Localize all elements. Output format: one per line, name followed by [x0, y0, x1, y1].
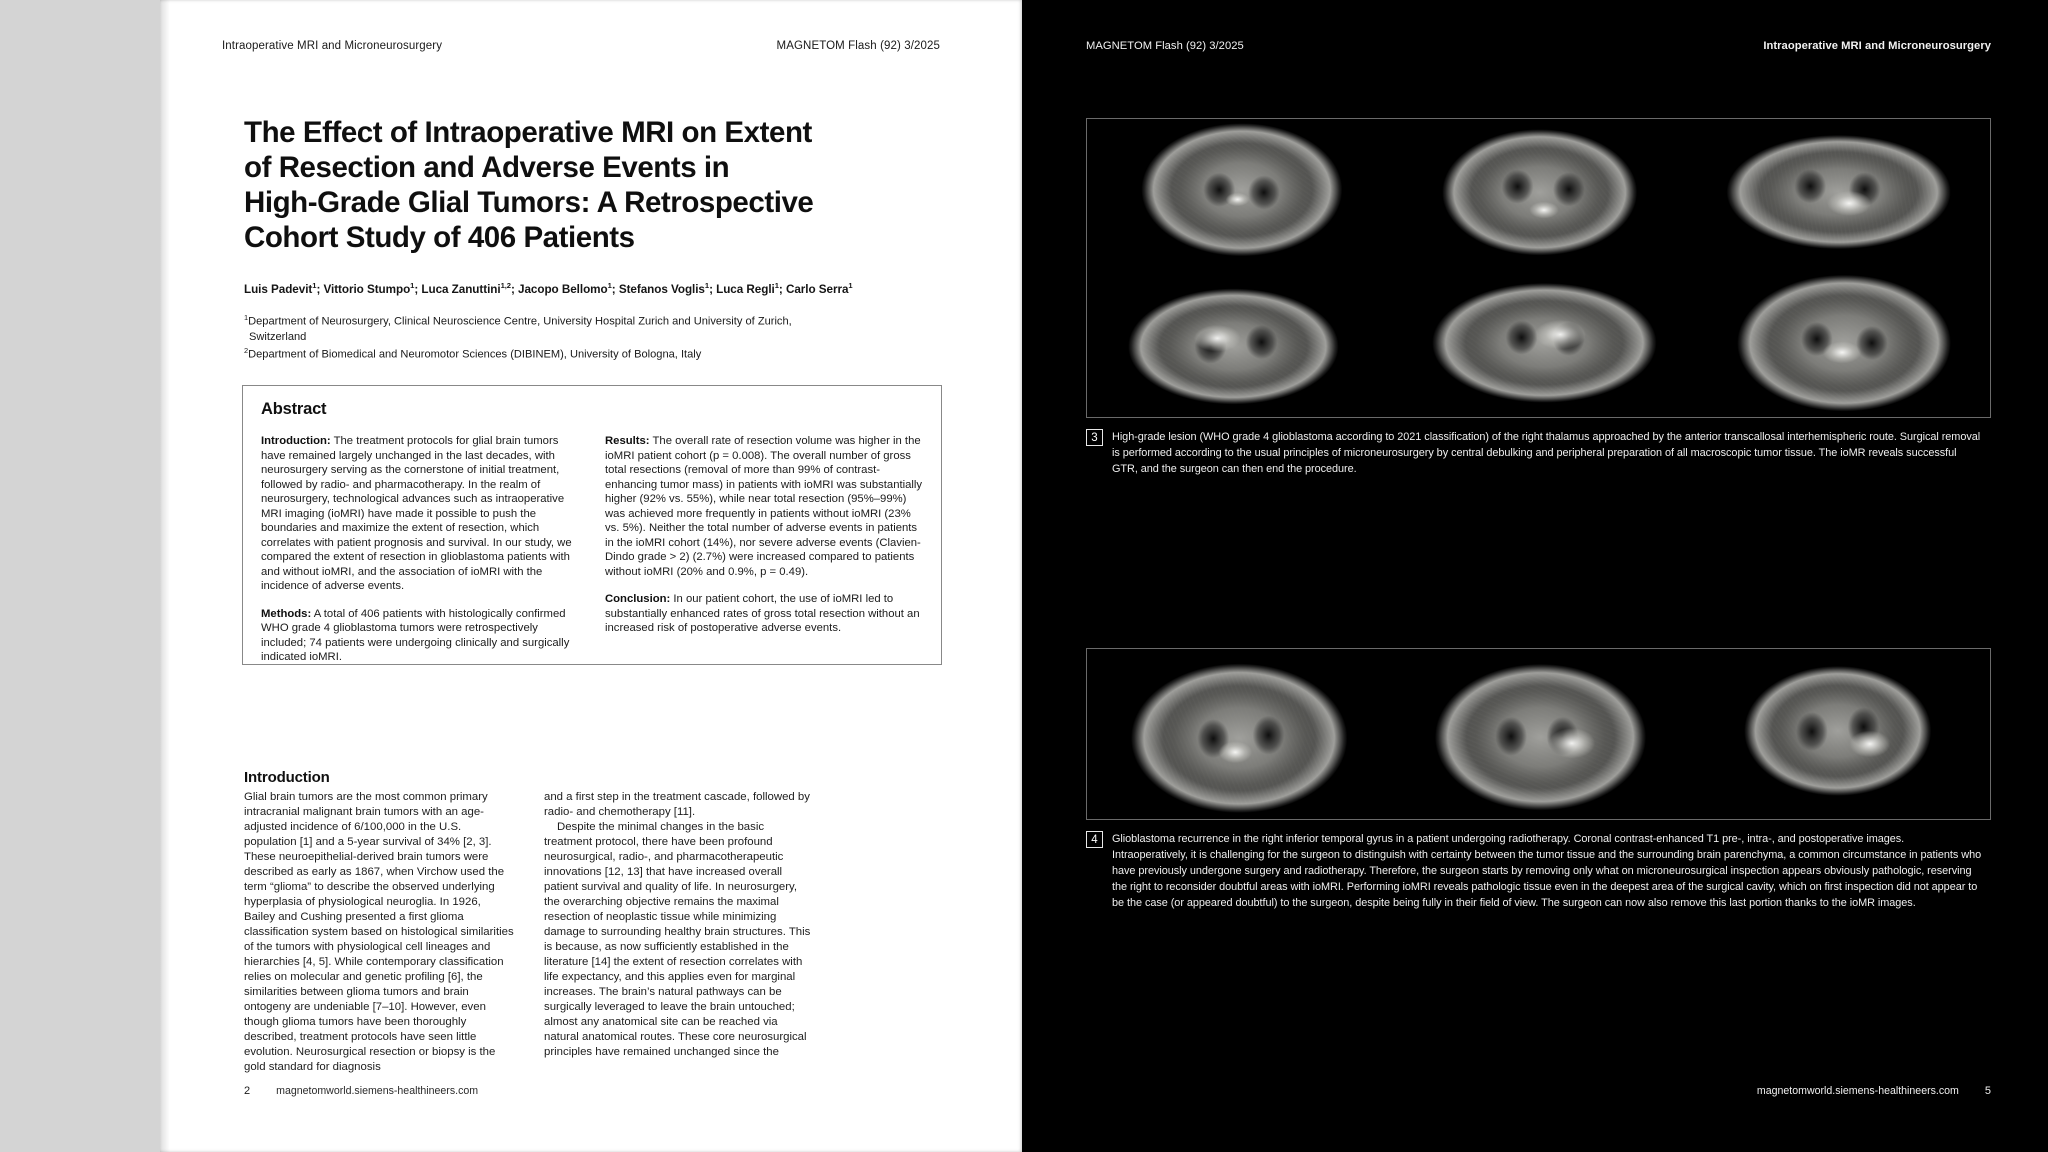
- left-footer-url[interactable]: magnetomworld.siemens-healthineers.com: [276, 1085, 479, 1097]
- article-title-line-2: of Resection and Adverse Events in: [244, 150, 730, 184]
- mri-brain-slice: [1689, 119, 1990, 268]
- left-page-footer: [244, 1085, 944, 1097]
- introduction-column-left: [244, 790, 514, 1075]
- mri-brain-slice: [1388, 649, 1689, 819]
- figure-4-block: [1086, 648, 1991, 911]
- figure-4-caption: [1086, 831, 1991, 911]
- introduction-heading: Introduction: [244, 769, 330, 787]
- mri-brain-slice: [1388, 268, 1689, 417]
- affiliation-line: $^2$Department of Biomedical and Neuromotor Sciences (DIBINEM), University of Bologna, Italy: [244, 346, 702, 361]
- introduction-paragraph-3: Despite the minimal changes in the basic treatment protocol, there have been profound neurosurgical, radio-, and pharmacotherapeutic innovations [12, 13] that have increased overall patient survival and quality of life. In neurosurgery, the overarching objective remains the maximal resection of neoplastic tissue while minimizing damage to surrounding healthy brain structures. This is because, as now sufficiently established in the literature [14] the extent of resection correlates with life expectancy, and this applies even for marginal increases. The brain’s natural pathways can be surgically leveraged to leave the brain untouched; almost any anatomical site can be reached via natural anatomical routes. These core neurosurgical principles have remained unchanged since the: [544, 820, 811, 1058]
- right-footer-url[interactable]: magnetomworld.siemens-healthineers.com: [1756, 1085, 1959, 1097]
- introduction-body: [244, 790, 944, 1075]
- figure-3-caption-text: High-grade lesion (WHO grade 4 glioblastoma according to 2021 classification) of the right thalamus approached by the anterior transcallosal interhemispheric route. Surgical removal is performed according to the usual principles of microneurosurgery by central debulking and peripheral preparation of all macroscopic tumor tissue. The ioMR reveals successful GTR, and the surgeon can then end the procedure.: [1112, 431, 1981, 476]
- figure-3-block: [1086, 118, 1991, 477]
- introduction-paragraph-1: Glial brain tumors are the most common primary intracranial malignant brain tumors with an age-adjusted incidence of 6/100,000 in the U.S. population [1] and a 5-year survival of 34% [2, 3]. These neuroepithelial-derived brain tumors were described as early as 1867, when Virchow used the term “glioma” to describe the observed underlying hyperplasia of physiological neuroglia. In 1926, Bailey and Cushing presented a first glioma classification system based on histological similarities of the tumors with physiological cell lineages and hierarchies [4, 5]. While contemporary classification relies on molecular and genetic profiling [6], the similarities between glioma tumors and brain ontogeny are undeniable [7–10]. However, even though glioma tumors have been thoroughly described, treatment protocols have seen little evolution. Neurosurgical resection or biopsy is the gold standard for diagnosis: [244, 791, 514, 1073]
- figure-4-number: 4: [1086, 831, 1103, 848]
- figure-4-panel-coronal-post: [1689, 649, 1990, 819]
- mri-brain-slice: [1087, 119, 1388, 268]
- affiliation-line-continued: Switzerland: [249, 331, 307, 344]
- left-page: [160, 0, 1022, 1152]
- figure-3-panel-sagittal-intra: [1388, 268, 1689, 417]
- figure-3-panel-axial-post: [1689, 268, 1990, 417]
- abstract-results-label: Results:: [605, 435, 650, 447]
- right-page: [1022, 0, 2048, 1152]
- abstract-methods-text: A total of 406 patients with histologically confirmed WHO grade 4 glioblastoma tumors were retrospectively included; 74 patients were undergoing clinically and surgically indicated ioMRI.: [261, 607, 570, 664]
- introduction-column-right: [544, 790, 814, 1075]
- figure-3-panel-axial-pre-2: [1689, 119, 1990, 268]
- abstract-results-text: The overall rate of resection volume was higher in the ioMRI patient cohort (p = 0.008). The overall number of gross total resections (removal of more than 99% of contrast-enhancing tumor mass) in patients with ioMRI was substantially higher (92% vs. 55%), while near total resection (95%–99%) was achieved more frequently in patients without ioMRI (23% vs. 5%). Neither the total number of adverse events in patients in the ioMRI cohort (14%), nor severe adverse events (Clavien-Dindo grade > 2) (2.7%) were increased compared to patients without ioMRI (20% and 0.9%, p = 0.49).: [605, 435, 923, 578]
- mri-brain-slice: [1087, 268, 1388, 417]
- figure-4-image-frame: [1086, 648, 1991, 820]
- abstract-column-right: [605, 434, 927, 678]
- abstract-conclusion: [605, 592, 927, 636]
- left-running-head: [222, 40, 962, 52]
- running-head-section-title: Intraoperative MRI and Microneurosurgery: [222, 40, 443, 52]
- abstract-heading: Abstract: [261, 400, 327, 418]
- running-head-issue-right: MAGNETOM Flash (92) 3/2025: [1086, 40, 1244, 52]
- right-page-number: 5: [1984, 1085, 1991, 1097]
- mri-brain-slice: [1087, 649, 1388, 819]
- abstract-methods-label: Methods:: [261, 607, 312, 620]
- figure-3-number: 3: [1086, 429, 1103, 446]
- author-list: Luis Padevit$^1$; Vittorio Stumpo$^1$; Luca Zanuttini$^{1,2}$; Jacopo Bellomo$^1$; Stefanos Voglis$^1$; Luca Regli$^1$; Carlo Serra$^1$: [244, 281, 853, 296]
- figure-3-panel-coronal-intra: [1087, 268, 1388, 417]
- right-page-footer: [1086, 1085, 1991, 1097]
- figure-3-panel-axial-pre: [1087, 119, 1388, 268]
- abstract-methods: [261, 607, 583, 665]
- article-title: [244, 116, 944, 256]
- figure-4-panel-coronal-pre: [1087, 649, 1388, 819]
- abstract-conclusion-text: In our patient cohort, the use of ioMRI led to substantially enhanced rates of gross total resection without an increased risk of postoperative adverse events.: [605, 593, 920, 635]
- abstract-results: [605, 434, 927, 579]
- spread-left-margin: [0, 0, 160, 1152]
- running-head-section-title-right: Intraoperative MRI and Microneurosurgery: [1763, 40, 1991, 52]
- abstract-column-left: [261, 434, 583, 678]
- figure-3-image-frame: [1086, 118, 1991, 418]
- affiliations: [244, 313, 944, 364]
- right-running-head: [1086, 40, 1991, 52]
- article-title-line-3: High-Grade Glial Tumors: A Retrospective: [244, 185, 814, 219]
- article-title-line-4: Cohort Study of 406 Patients: [244, 220, 635, 254]
- abstract-conclusion-label: Conclusion:: [605, 593, 671, 606]
- figure-3-panel-sagittal-pre: [1388, 119, 1689, 268]
- figure-3-caption: [1086, 429, 1991, 477]
- left-page-number: 2: [244, 1085, 251, 1097]
- mri-brain-slice: [1689, 649, 1990, 819]
- figure-4-panel-coronal-intra: [1388, 649, 1689, 819]
- mri-brain-slice: [1388, 119, 1689, 268]
- figure-4-caption-text: Glioblastoma recurrence in the right inferior temporal gyrus in a patient undergoing radiotherapy. Coronal contrast-enhanced T1 pre-, intra-, and postoperative images. Intraoperatively, it is challenging for the surgeon to distinguish with certainty between the tumor tissue and the surrounding brain parenchyma, a common circumstance in patients who have previously undergone surgery and radiotherapy. Therefore, the surgeon starts by removing only what on microneurosurgical inspection appears obviously pathologic, reserving the right to reconsider doubtful areas with ioMRI. Performing ioMRI reveals pathologic tissue even in the deepest area of the surgical cavity, which on first inspection did not appear to be the case (or appeared doubtful) to the surgeon, despite being fully in their field of view. The surgeon can now also remove this last portion thanks to the ioMR images.: [1112, 833, 1982, 910]
- abstract-box: [242, 385, 942, 665]
- abstract-introduction-label: Introduction:: [261, 435, 331, 447]
- affiliation-line: $^1$Department of Neurosurgery, Clinical Neuroscience Centre, University Hospital Zurich and University of Zurich,: [244, 313, 792, 328]
- running-head-issue: MAGNETOM Flash (92) 3/2025: [776, 40, 940, 52]
- abstract-introduction-text: The treatment protocols for glial brain tumors have remained largely unchanged in the last decades, with neurosurgery serving as the cornerstone of initial treatment, followed by radio- and pharmacotherapy. In the realm of neurosurgery, technological advances such as intraoperative MRI imaging (ioMRI) have made it possible to push the boundaries and maximize the extent of resection, which correlates with patient prognosis and survival. In our study, we compared the extent of resection in glioblastoma patients with and without ioMRI, and the association of ioMRI with the incidence of adverse events.: [261, 435, 572, 593]
- mri-brain-slice: [1689, 268, 1990, 417]
- introduction-paragraph-2: and a first step in the treatment cascade, followed by radio- and chemotherapy [11].: [544, 791, 810, 818]
- article-title-line-1: The Effect of Intraoperative MRI on Extent: [244, 115, 812, 149]
- abstract-introduction: [261, 434, 583, 594]
